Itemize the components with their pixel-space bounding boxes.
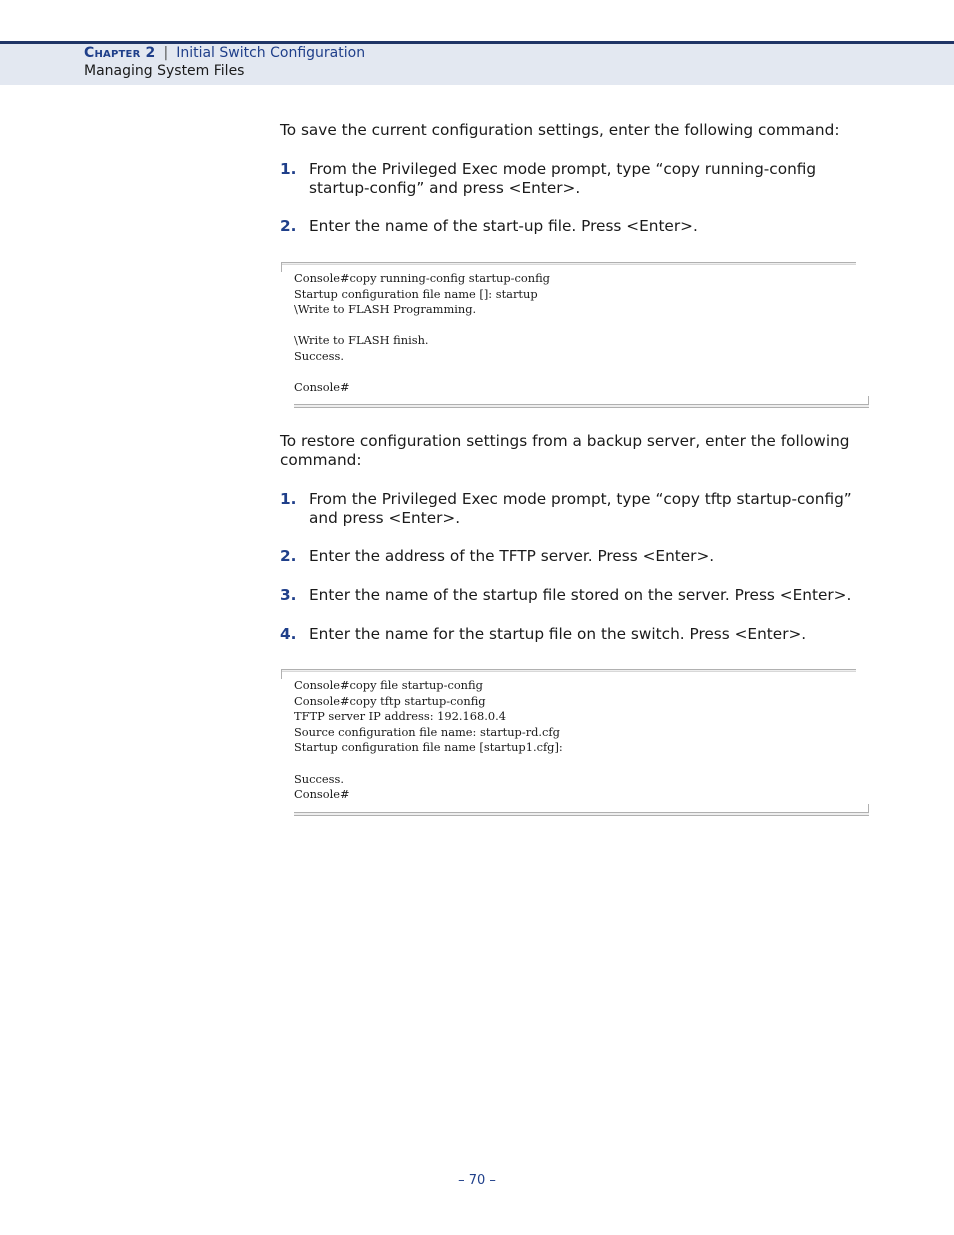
step-text: Enter the name of the start-up file. Press <Enter>. <box>309 217 698 235</box>
code-top-rule <box>281 669 856 672</box>
step-number: 1. <box>280 160 297 178</box>
code-bottom-rule <box>294 404 869 408</box>
page-number: – 70 – <box>458 1173 496 1188</box>
restore-code-block <box>281 669 870 819</box>
step-text: From the Privileged Exec mode prompt, type “copy tftp startup-config” and press <Enter>. <box>309 490 852 527</box>
save-intro: To save the current configuration settings, enter the following command: <box>280 121 840 139</box>
restore-step-2 <box>280 547 880 566</box>
step-number: 3. <box>280 586 297 604</box>
restore-step-3 <box>280 586 880 605</box>
chapter-title: Initial Switch Configuration <box>176 45 366 61</box>
running-header <box>84 45 365 61</box>
restore-intro: To restore configuration settings from a backup server, enter the following command: <box>280 432 850 469</box>
code-left-tick <box>281 669 282 679</box>
step-text: Enter the address of the TFTP server. Press <Enter>. <box>309 547 715 565</box>
step-text: From the Privileged Exec mode prompt, type “copy running-config startup-config” and press <Enter>. <box>309 160 817 197</box>
save-step-2 <box>280 217 880 236</box>
save-step-1 <box>280 160 880 198</box>
save-code-block <box>281 262 870 412</box>
step-number: 4. <box>280 625 297 643</box>
code-left-tick <box>281 262 282 272</box>
restore-code-text: Console#copy file startup-config Console#copy tftp startup-config TFTP server IP address: 192.168.0.4 Source configuration file name: startup-rd.cfg Startup configuration file name [startup1.cfg]: Success. Console# <box>294 678 563 802</box>
step-number: 1. <box>280 490 297 508</box>
header-separator: | <box>163 45 169 61</box>
save-code-text: Console#copy running-config startup-config Startup configuration file name []: startup \Write to FLASH Programming. \Write to FLASH finish. Success. Console# <box>294 271 550 395</box>
step-text: Enter the name for the startup file on the switch. Press <Enter>. <box>309 625 807 643</box>
section-title: Managing System Files <box>84 63 245 79</box>
code-bottom-rule <box>294 812 869 816</box>
step-number: 2. <box>280 217 297 235</box>
restore-step-4 <box>280 625 880 644</box>
restore-step-1 <box>280 490 880 528</box>
code-top-rule <box>281 262 856 265</box>
step-text: Enter the name of the startup file stored on the server. Press <Enter>. <box>309 586 852 604</box>
chapter-label: Chapter 2 <box>84 45 156 61</box>
step-number: 2. <box>280 547 297 565</box>
